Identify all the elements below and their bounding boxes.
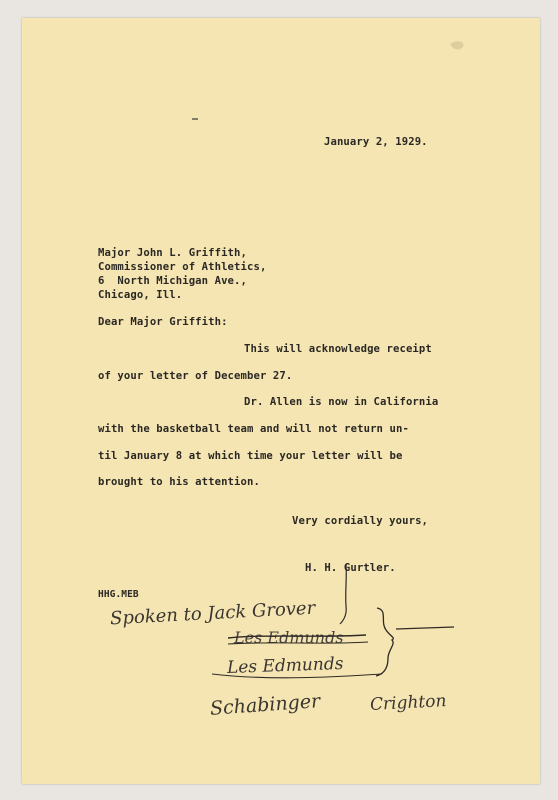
handwritten-note-edmunds: Les Edmunds [226,653,344,679]
address-line: Major John L. Griffith, [98,247,247,259]
address-line: 6 North Michigan Ave., [98,275,247,287]
handwritten-note-crighton: Crighton [369,691,447,715]
closing: Very cordially yours, [292,515,429,527]
address-line: Commissioner of Athletics, [98,261,267,273]
body-line: with the basketball team and will not return un- [98,423,409,435]
body-line: til January 8 at which time your letter will be [98,450,403,462]
curly-brace [376,608,393,676]
signature: H. H. Gurtler. [305,562,396,574]
strike-line [228,635,366,638]
brace-pointer-line [396,627,454,629]
vertical-pen-stroke [340,564,346,624]
body-line: of your letter of December 27. [98,370,293,382]
typist-initials: HHG.MEB [98,589,139,600]
address-line: Chicago, Ill. [98,289,183,301]
smudge-mark [450,41,464,49]
handwritten-note-schabinger: Schabinger [209,690,321,720]
pen-marks [22,18,540,784]
salutation: Dear Major Griffith: [98,316,228,328]
body-line: brought to his attention. [98,476,260,488]
body-line: Dr. Allen is now in California [244,396,439,408]
underline-line [212,674,382,678]
letter-date: January 2, 1929. [324,136,428,148]
letter-page [22,18,540,784]
handwritten-note-spoken: Spoken to Jack Grover [109,597,316,630]
body-line: This will acknowledge receipt [244,343,432,355]
handwritten-note-struck: Les Edmunds [234,628,344,647]
strike-line [228,642,368,644]
